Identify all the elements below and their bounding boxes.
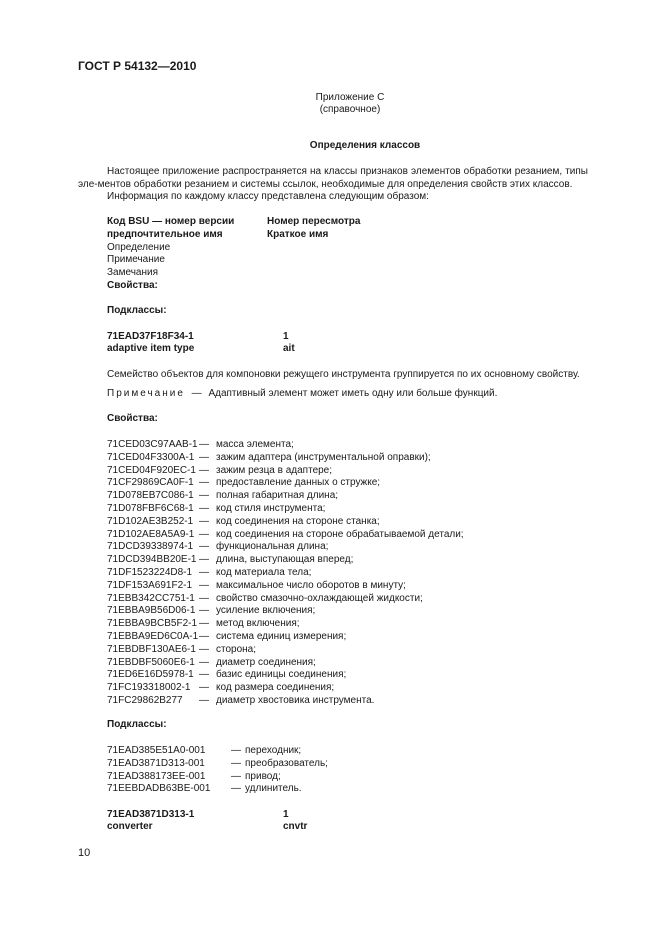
property-code: 71D102AE3B252-1 <box>107 515 194 527</box>
note-label: Примечание <box>107 388 185 399</box>
property-dash: — <box>199 451 209 463</box>
template-bsu-code: Код BSU — номер версии <box>107 216 235 227</box>
property-code: 71EBDBF5060E6-1 <box>107 656 195 668</box>
property-dash: — <box>199 490 209 502</box>
property-code: 71EBDBF130AE6-1 <box>107 643 196 655</box>
subclass-dash: — <box>231 783 241 795</box>
property-description: масса элемента; <box>216 439 294 450</box>
property-code: 71CED04F3300A-1 <box>107 451 195 463</box>
subclass-code: 71EAD3871D313-001 <box>107 757 205 769</box>
class-code: 71EAD37F18F34-1 <box>107 331 194 342</box>
class2-code: 71EAD3871D313-1 <box>107 809 195 820</box>
property-code: 71FC193318002-1 <box>107 682 191 694</box>
class2-name: converter <box>107 821 153 832</box>
property-code: 71CED03C97AAB-1 <box>107 439 198 450</box>
section-title: Определения классов <box>309 140 421 151</box>
property-code: 71CF29869CA0F-1 <box>107 477 194 489</box>
property-code: 71EBBA9ED6C0A-1 <box>107 631 199 642</box>
template-note: Примечание <box>107 254 165 265</box>
property-dash: — <box>199 503 209 514</box>
property-description: предоставление данных о стружке; <box>216 477 381 489</box>
subclass-description: переходник; <box>245 745 302 756</box>
property-code: 71DF153A691F2-1 <box>107 579 193 591</box>
property-dash: — <box>199 439 209 450</box>
subclass-code: 71EAD388173EE-001 <box>107 770 206 782</box>
property-dash: — <box>199 515 209 527</box>
subclass-description: привод; <box>245 770 281 782</box>
property-description: код материала тела; <box>216 567 312 578</box>
property-dash: — <box>199 618 209 630</box>
property-dash: — <box>199 682 209 694</box>
property-dash: — <box>199 567 209 578</box>
page-number: 10 <box>78 847 91 859</box>
property-description: код соединения на стороне станка; <box>216 515 380 527</box>
property-code: 71DF1523224D8-1 <box>107 567 193 578</box>
property-description: диаметр хвостовика инструмента. <box>216 695 375 706</box>
document-header: ГОСТ Р 54132—2010 <box>78 59 197 73</box>
note-text: Адаптивный элемент может иметь одну или больше функций. <box>208 388 498 399</box>
property-code: 71ED6E16D5978-1 <box>107 669 194 681</box>
subclass-dash: — <box>231 745 241 756</box>
property-description: свойство смазочно-охлаждающей жидкости; <box>216 592 423 604</box>
property-description: код стиля инструмента; <box>216 503 326 514</box>
property-description: функциональная длина; <box>216 541 329 553</box>
property-code: 71CED04F920EC-1 <box>107 464 196 476</box>
property-dash: — <box>199 656 209 668</box>
property-code: 71D078FBF6C68-1 <box>107 503 194 514</box>
subclass-code: 71EEBDADB63BE-001 <box>107 783 211 795</box>
property-description: код размера соединения; <box>216 682 335 694</box>
property-code: 71DCD394BB20E-1 <box>107 554 197 566</box>
property-dash: — <box>199 477 209 489</box>
property-description: длина, выступающая вперед; <box>216 554 354 566</box>
subclasses-label: Подклассы: <box>107 719 167 730</box>
property-description: зажим резца в адаптере; <box>216 464 333 476</box>
template-short-name: Краткое имя <box>267 229 329 240</box>
template-subclasses-label: Подклассы: <box>107 305 167 316</box>
template-preferred-name: предпочтительное имя <box>107 229 223 240</box>
property-dash: — <box>199 669 209 681</box>
property-dash: — <box>199 541 209 553</box>
template-definition: Определение <box>107 242 171 253</box>
class-short-name: ait <box>283 343 295 354</box>
property-description: базис единицы соединения; <box>216 669 347 681</box>
property-code: 71EBBA9BCB5F2-1 <box>107 618 198 630</box>
appendix-subtitle: (справочное) <box>319 104 381 115</box>
property-description: полная габаритная длина; <box>216 490 339 502</box>
intro-paragraph: Настоящее приложение распространяется на классы признаков элементов обработки резанием, типы эле-ментов обработки резанием и системы ссылок, необходимые для определения свойств этих классов. <box>78 166 588 190</box>
appendix-title: Приложение С <box>315 92 385 103</box>
template-revision: Номер пересмотра <box>267 216 361 227</box>
class2-short-name: cnvtr <box>283 821 308 832</box>
property-description: сторона; <box>216 643 257 655</box>
property-code: 71DCD39338974-1 <box>107 541 194 553</box>
property-dash: — <box>199 579 209 591</box>
note-dash: — <box>191 388 202 399</box>
property-description: максимальное число оборотов в минуту; <box>216 579 406 591</box>
property-dash: — <box>199 592 209 604</box>
property-code: 71FC29862B277 <box>107 695 183 706</box>
subclass-description: удлинитель. <box>245 783 302 795</box>
property-description: код соединения на стороне обрабатываемой детали; <box>216 528 464 540</box>
subclass-dash: — <box>231 757 241 769</box>
class-note <box>107 388 497 401</box>
property-description: система единиц измерения; <box>216 631 347 642</box>
property-code: 71EBBA9B56D06-1 <box>107 605 196 617</box>
property-dash: — <box>199 695 209 706</box>
property-dash: — <box>199 528 209 540</box>
property-description: метод включения; <box>216 618 300 630</box>
property-description: усиление включения; <box>216 605 316 617</box>
class-name: adaptive item type <box>107 343 195 354</box>
property-description: диаметр соединения; <box>216 656 316 668</box>
class2-revision: 1 <box>283 809 289 820</box>
property-code: 71EBB342CC751-1 <box>107 592 195 604</box>
properties-label: Свойства: <box>107 413 158 424</box>
subclass-code: 71EAD385E51A0-001 <box>107 745 206 756</box>
property-dash: — <box>199 464 209 476</box>
property-description: зажим адаптера (инструментальной оправки); <box>216 451 431 463</box>
template-remarks: Замечания <box>107 267 159 278</box>
property-code: 71D078EB7C086-1 <box>107 490 194 502</box>
class-definition: Семейство объектов для компоновки режущего инструмента группируется по их основному свойству. <box>107 369 580 380</box>
property-dash: — <box>199 643 209 655</box>
class-revision: 1 <box>283 331 289 342</box>
intro-paragraph-2: Информация по каждому классу представлена следующим образом: <box>107 191 429 202</box>
property-code: 71D102AE8A5A9-1 <box>107 528 195 540</box>
property-dash: — <box>199 605 209 617</box>
template-properties-label: Свойства: <box>107 280 158 291</box>
subclass-dash: — <box>231 770 241 782</box>
property-dash: — <box>199 554 209 566</box>
property-dash: — <box>199 631 209 642</box>
subclass-description: преобразователь; <box>245 757 328 769</box>
